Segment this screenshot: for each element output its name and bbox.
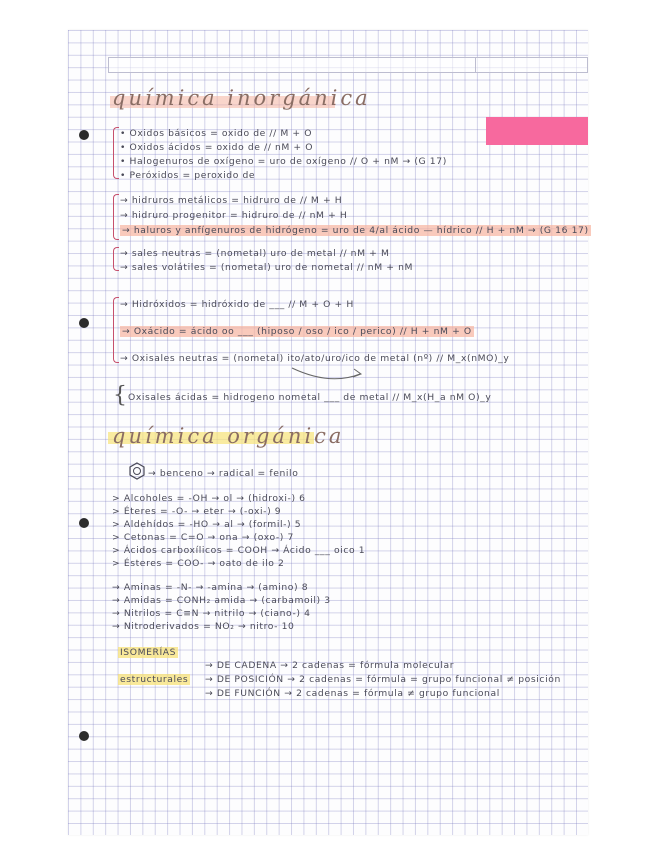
- list-item: • Oxidos básicos = oxido de // M + O: [120, 128, 313, 139]
- binder-hole: [79, 130, 89, 140]
- curved-arrow-icon: [290, 364, 370, 394]
- list-item: • Oxidos ácidos = oxido de // nM + O: [120, 142, 314, 153]
- list-item: • Halogenuros de oxígeno = uro de oxígeno // O + nM → (G 17): [120, 156, 447, 167]
- list-item: → haluros y anfígenuros de hidrógeno = uro de 4/al ácido — hídrico // H + nM → (G 16 17): [122, 225, 589, 236]
- pink-highlight-block: [486, 117, 588, 145]
- list-item: → hidruro progenitor = hidruro de // nM + H: [120, 210, 348, 221]
- list-item: → sales volátiles = (nometal) uro de nometal // nM + nM: [120, 262, 414, 273]
- list-item: > Alcoholes = -OH → ol → (hidroxi-) 6: [112, 493, 306, 504]
- list-item: → Nitroderivados = NO₂ → nitro- 10: [112, 621, 295, 632]
- brace-group1: [113, 127, 119, 179]
- title-organic: química orgánica: [112, 424, 345, 448]
- list-item: → Aminas = -N- → -amina → (amino) 8: [112, 582, 309, 593]
- binder-hole: [79, 318, 89, 328]
- header-divider: [475, 57, 476, 73]
- list-item: → DE FUNCIÓN → 2 cadenas = fórmula ≠ grupo funcional: [205, 688, 500, 699]
- list-item: → hidruros metálicos = hidruro de // M + H: [120, 195, 343, 206]
- brace-group4: [113, 297, 119, 363]
- list-item: → Oxisales neutras = (nometal) ito/ato/uro/ico de metal (nº) // M_x(nMO)_y: [120, 353, 510, 364]
- brace-group2: [113, 194, 119, 240]
- benzene-ring-icon: [128, 462, 146, 480]
- brace-group3: [113, 247, 119, 271]
- list-item: > Ácidos carboxílicos = COOH → Ácido ___ oico 1: [112, 545, 366, 556]
- list-item: → Amidas = CONH₂ amida → (carbamoil) 3: [112, 595, 331, 606]
- list-item: → Oxácido = ácido oo ___ (hiposo / oso / ico / perico) // H + nM + O: [122, 326, 472, 337]
- list-item: • Peróxidos = peroxido de: [120, 170, 256, 181]
- benzene-line: → benceno → radical = fenilo: [148, 468, 299, 479]
- list-item: Oxisales ácidas = hidrogeno nometal ___ de metal // M_x(H_a nM O)_y: [128, 392, 492, 403]
- list-item: → DE POSICIÓN → 2 cadenas = fórmula = grupo funcional ≠ posición: [205, 674, 561, 685]
- isomerias-sublabel: estructurales: [120, 674, 189, 685]
- header-box: [108, 57, 588, 73]
- list-item: → DE CADENA → 2 cadenas = fórmula molecular: [205, 660, 455, 671]
- list-item: > Cetonas = C=O → ona → (oxo-) 7: [112, 532, 294, 543]
- list-item: → sales neutras = (nometal) uro de metal // nM + M: [120, 248, 390, 259]
- isomerias-label: ISOMERÍAS: [120, 647, 177, 658]
- curly-brace: {: [113, 383, 127, 408]
- list-item: → Hidróxidos = hidróxido de ___ // M + O + H: [120, 299, 354, 310]
- list-item: > Ésteres = COO- → oato de ilo 2: [112, 558, 285, 569]
- binder-hole: [79, 731, 89, 741]
- list-item: > Éteres = -O- → eter → (-oxi-) 9: [112, 506, 282, 517]
- list-item: → Nitrilos = C≡N → nitrilo → (ciano-) 4: [112, 608, 311, 619]
- title-inorganic: química inorgánica: [112, 86, 371, 110]
- list-item: > Aldehídos = -HO → al → (formil-) 5: [112, 519, 302, 530]
- binder-hole: [79, 518, 89, 528]
